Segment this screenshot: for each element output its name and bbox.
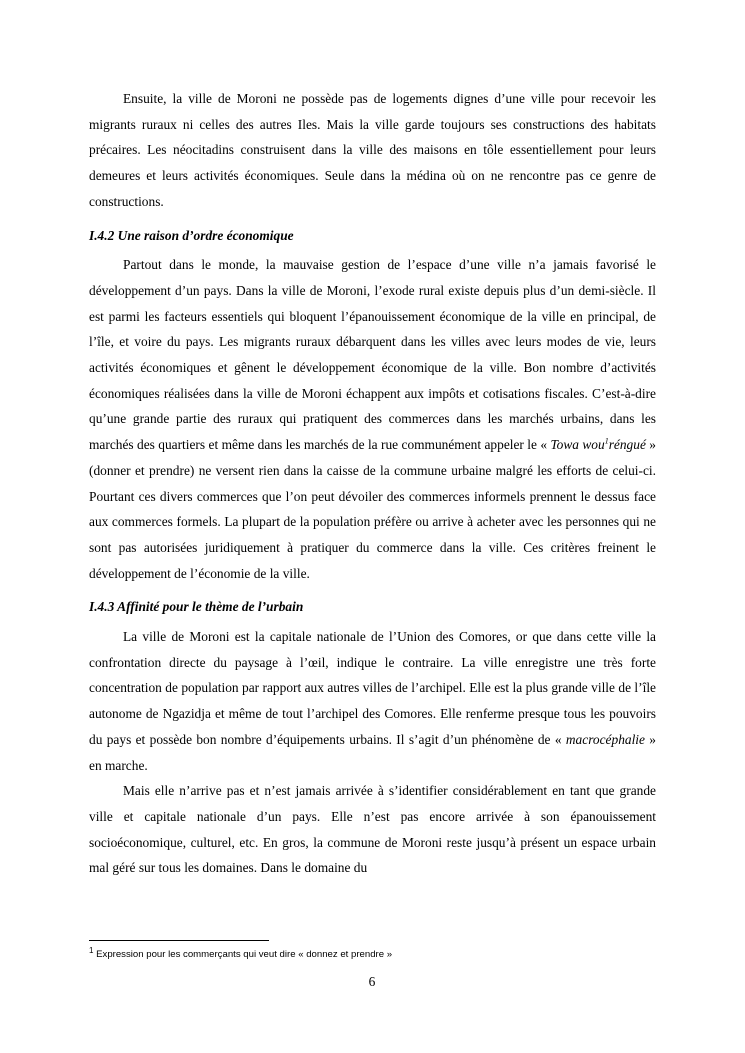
body-text — [89, 86, 656, 881]
paragraph-text: » en marche. — [89, 731, 657, 773]
paragraph-text: Partout dans le monde, la mauvaise gestion de l’espace d’une ville n’a jamais favorisé le développement d’un pays. Dans la ville de Moroni, l’exode rural existe depuis plus d’un demi-siècle. Il est parmi les facteurs essentiels qui bloquent l’épanouissement économique de la ville en principal, de l’île, et voire du pays. Les migrants ruraux débarquent dans les villes avec leurs modes de vie, leurs activités économiques et gênent le développement économique de la ville. Bon nombre d’activités économiques réalisées dans la ville de Moroni échappent aux impôts et cotisations fiscales. C’est-à-dire qu’une grande partie des ruraux qui pratiquent des commerces dans les marchés urbains, dans les marchés des quartiers et même dans les marchés de la rue communément appeler le « — [89, 257, 656, 453]
paragraph-text: La ville de Moroni est la capitale nationale de l’Union des Comores, or que dans cette ville la confrontation directe du paysage à l’œil, indique le contraire. La ville enregistre une très forte concentration de population par rapport aux autres villes de l’archipel. Elle est la plus grande ville de l’île autonome de Ngazidja et même de tout l’archipel des Comores. Elle renferme presque tous les pouvoirs du pays et possède bon nombre d’équipements urbains. Il s’agit d’un phénomène de « — [89, 629, 656, 747]
section-heading: I.4.2 Une raison d’ordre économique — [89, 227, 294, 243]
footnote — [89, 945, 393, 961]
paragraph-text: » (donner et prendre) ne versent rien dans la caisse de la commune urbaine malgré les efforts de celui-ci. Pourtant ces divers commerces que l’on peut dévoiler des commerces informels prennent le dessus face aux commerces formels. La plupart de la population préfère ou arrive à acheter avec les personnes qui ne sont pas autorisées juridiquement à pratiquer du commerce dans la ville. Ces critères freinent le développement de l’économie de la ville. — [89, 437, 656, 581]
page-number: 6 — [368, 974, 376, 989]
section-heading: I.4.3 Affinité pour le thème de l’urbain — [89, 599, 304, 615]
emphasized-term: macrocéphalie — [565, 731, 645, 747]
footnote-number: 1 — [89, 945, 94, 955]
paragraph — [89, 624, 656, 778]
footnote-reference[interactable]: 1 — [604, 436, 609, 446]
paragraph: Ensuite, la ville de Moroni ne possède pas de logements dignes d’une ville pour recevoir les migrants ruraux ni celles des autres Iles. Mais la ville garde toujours ses constructions des habitats précaires. Les néocitadins construisent dans la ville des maisons en tôle essentiellement pour leurs demeures et leurs activités économiques. Seule dans la médina où on ne rencontre pas ce genre de constructions. — [89, 91, 656, 209]
footnote-separator — [89, 940, 269, 941]
paragraph — [89, 252, 656, 586]
footnote-text: Expression pour les commerçants qui veut dire « donnez et prendre » — [93, 949, 393, 960]
local-term: Towa wou$^1$réngué — [550, 436, 646, 453]
paragraph: Mais elle n’arrive pas et n’est jamais arrivée à s’identifier considérablement en tant que grande ville et capitale nationale d’un pays. Elle n’est pas encore arrivée à son épanouissement socioéconomique, culturel, etc. En gros, la commune de Moroni reste jusqu’à présent un espace urbain mal géré sur tous les domaines. Dans le domaine du — [89, 783, 656, 876]
